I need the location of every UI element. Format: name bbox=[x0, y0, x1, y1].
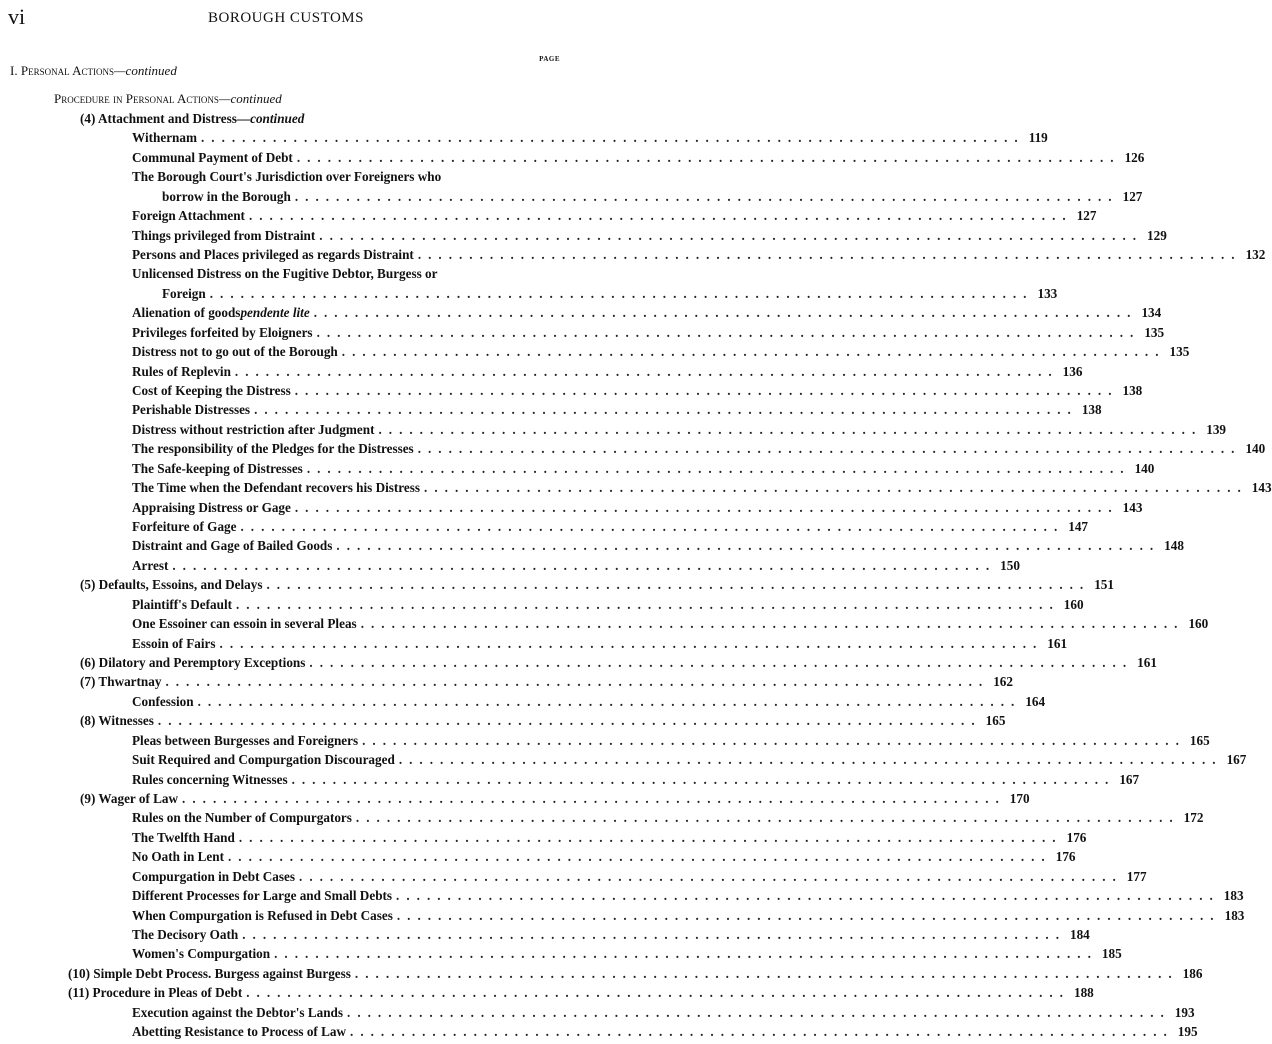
toc-entry-title: Essoin of Fairs bbox=[132, 635, 216, 651]
toc-entry-page: 147 bbox=[1068, 519, 1089, 535]
toc-entry-title: The Safe-keeping of Distresses bbox=[132, 460, 303, 476]
toc-entry bbox=[132, 556, 1020, 576]
toc-entry-title: Distress without restriction after Judgment bbox=[132, 421, 375, 437]
toc-entry-title: Things privileged from Distraint bbox=[132, 227, 316, 243]
toc-entry-page: 127 bbox=[1122, 188, 1143, 204]
toc-entry-title: Communal Payment of Debt bbox=[132, 149, 293, 165]
toc-entry bbox=[132, 206, 1097, 226]
toc-entry bbox=[132, 245, 1266, 265]
toc-entry bbox=[132, 731, 1210, 751]
dot-leader: ................................................................................ bbox=[165, 674, 990, 690]
toc-entry bbox=[132, 478, 1272, 498]
toc-entry bbox=[132, 420, 1227, 440]
dot-leader: ................................................................................ bbox=[248, 208, 1073, 224]
toc-entry bbox=[132, 323, 1165, 343]
dot-leader: ................................................................................ bbox=[157, 713, 982, 729]
dot-leader: ................................................................................ bbox=[396, 888, 1220, 904]
subsection-heading bbox=[54, 91, 282, 107]
toc-entry-italic: pendente lite bbox=[240, 305, 310, 321]
toc-entry-title: No Oath in Lent bbox=[132, 849, 224, 865]
toc-entry-page: 162 bbox=[993, 674, 1013, 690]
toc-entry-page: 151 bbox=[1094, 577, 1114, 593]
toc-entry-page: 186 bbox=[1182, 965, 1203, 981]
toc-entry bbox=[132, 459, 1155, 479]
toc-entry bbox=[132, 847, 1076, 867]
toc-entry bbox=[132, 808, 1204, 828]
toc-entry-page: 136 bbox=[1062, 363, 1083, 379]
toc-entry bbox=[80, 575, 1114, 595]
dot-leader: ................................................................................ bbox=[306, 460, 1131, 476]
section-continued: —continued bbox=[114, 63, 177, 78]
toc-entry-page: 134 bbox=[1141, 305, 1162, 321]
toc-entry-title: The Decisory Oath bbox=[132, 927, 239, 943]
toc-entry-italic: —continued bbox=[236, 111, 305, 126]
dot-leader: ................................................................................ bbox=[341, 344, 1166, 360]
toc-entry bbox=[80, 109, 558, 129]
toc-entry bbox=[68, 983, 1094, 1003]
toc-entry-page: 138 bbox=[1081, 402, 1102, 418]
subsection-label: Procedure in Personal Actions bbox=[54, 91, 219, 106]
toc-entry-page: 193 bbox=[1174, 1004, 1195, 1020]
toc-entry-title: Forfeiture of Gage bbox=[132, 519, 237, 535]
toc-entry bbox=[80, 789, 1030, 809]
toc-entry-title: Perishable Distresses bbox=[132, 402, 251, 418]
toc-entry bbox=[132, 498, 1143, 518]
toc-entry bbox=[162, 284, 1058, 304]
toc-entry-page: 170 bbox=[1009, 791, 1030, 807]
toc-entry-title: Rules of Replevin bbox=[132, 363, 231, 379]
dot-leader: ................................................................................ bbox=[294, 499, 1119, 515]
toc-entry bbox=[132, 128, 1048, 148]
toc-entry-title: (7) Thwartnay bbox=[80, 674, 162, 690]
section-prefix: I. bbox=[10, 63, 21, 78]
dot-leader: ................................................................................ bbox=[266, 577, 1091, 593]
dot-leader: ................................................................................ bbox=[294, 383, 1119, 399]
toc-entry bbox=[80, 711, 1006, 731]
toc-entry-page: 139 bbox=[1206, 421, 1227, 437]
toc-entry-page: 195 bbox=[1177, 1024, 1198, 1040]
toc-entry-page: 150 bbox=[1000, 557, 1020, 573]
toc-entry-title: (11) Procedure in Pleas of Debt bbox=[68, 985, 243, 1001]
toc-entry bbox=[132, 167, 558, 187]
toc-entry-page: 184 bbox=[1069, 927, 1090, 943]
toc-entry-title: (8) Witnesses bbox=[80, 713, 154, 729]
toc-entry-title: The Borough Court's Jurisdiction over Foreigners who bbox=[132, 169, 442, 185]
toc-entry-page: 161 bbox=[1047, 635, 1068, 651]
toc-entry bbox=[132, 148, 1145, 168]
dot-leader: ................................................................................ bbox=[197, 693, 1022, 709]
toc-entry-title: (5) Defaults, Essoins, and Delays bbox=[80, 577, 263, 593]
toc-entry-title: Unlicensed Distress on the Fugitive Debtor, Burgess or bbox=[132, 266, 438, 282]
toc-entry-title: The responsibility of the Pledges for the Distresses bbox=[132, 441, 414, 457]
toc-entry bbox=[162, 187, 1143, 207]
toc-entry bbox=[68, 964, 1203, 984]
dot-leader: ................................................................................ bbox=[172, 557, 997, 573]
toc-entry bbox=[132, 1003, 1195, 1023]
toc-entry-title: Abetting Resistance to Process of Law bbox=[132, 1024, 347, 1040]
dot-leader: ................................................................................ bbox=[319, 227, 1144, 243]
toc-entry-title: Pleas between Burgesses and Foreigners bbox=[132, 732, 359, 748]
dot-leader: ................................................................................ bbox=[378, 421, 1203, 437]
page-column-label: PAGE bbox=[539, 55, 560, 63]
toc-entry bbox=[132, 906, 1245, 926]
dot-leader: ................................................................................ bbox=[396, 907, 1221, 923]
toc-entry-title: Appraising Distress or Gage bbox=[132, 499, 291, 515]
toc-entry-page: 140 bbox=[1245, 441, 1266, 457]
toc-entry bbox=[132, 226, 1167, 246]
toc-entry bbox=[132, 867, 1147, 887]
toc-entry-page: 167 bbox=[1119, 771, 1140, 787]
toc-entry-title: Rules concerning Witnesses bbox=[132, 771, 288, 787]
toc-entry bbox=[132, 381, 1143, 401]
section-label: Personal Actions bbox=[20, 63, 114, 78]
toc-entry bbox=[132, 342, 1190, 362]
dot-leader: ................................................................................ bbox=[309, 655, 1134, 671]
toc-entry-title: One Essoiner can essoin in several Pleas bbox=[132, 616, 357, 632]
toc-entry-title: Foreign Attachment bbox=[132, 208, 245, 224]
toc-entry-page: 164 bbox=[1025, 693, 1046, 709]
toc-entry-page: 183 bbox=[1224, 907, 1245, 923]
section-heading bbox=[10, 63, 177, 79]
toc-entry bbox=[132, 400, 1102, 420]
toc-entry-title: (6) Dilatory and Peremptory Exceptions bbox=[80, 655, 306, 671]
dot-leader: ................................................................................ bbox=[360, 616, 1185, 632]
toc-entry bbox=[132, 925, 1090, 945]
toc-entry bbox=[132, 750, 1247, 770]
dot-leader: ................................................................................ bbox=[313, 305, 1138, 321]
toc-entry bbox=[132, 614, 1209, 634]
dot-leader: ................................................................................ bbox=[424, 480, 1248, 496]
dot-leader: ................................................................................ bbox=[417, 441, 1242, 457]
dot-leader: ................................................................................ bbox=[294, 188, 1119, 204]
toc-entry-page: 161 bbox=[1137, 655, 1157, 671]
toc-entry-title: Execution against the Debtor's Lands bbox=[132, 1004, 344, 1020]
toc-entry-page: 165 bbox=[1189, 732, 1210, 748]
dot-leader: ................................................................................ bbox=[350, 1024, 1174, 1040]
dot-leader: ................................................................................ bbox=[242, 927, 1066, 943]
toc-entry-page: 119 bbox=[1028, 130, 1048, 146]
toc-entry bbox=[132, 886, 1244, 906]
toc-entry-title: Compurgation in Debt Cases bbox=[132, 868, 296, 884]
toc-entry bbox=[132, 770, 1140, 790]
toc-entry-page: 176 bbox=[1066, 829, 1087, 845]
toc-entry-page: 135 bbox=[1144, 324, 1165, 340]
dot-leader: ................................................................................ bbox=[417, 247, 1242, 262]
toc-entry-page: 177 bbox=[1126, 868, 1147, 884]
toc-entry-page: 133 bbox=[1037, 285, 1058, 301]
toc-entry-page: 176 bbox=[1055, 849, 1076, 865]
page-number: vi bbox=[8, 4, 26, 29]
toc-entry-title: Suit Required and Compurgation Discouraged bbox=[132, 752, 395, 768]
toc-entry-page: 185 bbox=[1101, 946, 1122, 962]
dot-leader: ................................................................................ bbox=[398, 752, 1223, 768]
toc-entry-title: (4) Attachment and Distress bbox=[80, 111, 237, 126]
toc-entry-page: 132 bbox=[1245, 247, 1266, 262]
dot-leader: ................................................................................ bbox=[209, 285, 1034, 301]
toc-entry bbox=[132, 264, 558, 284]
toc-entry bbox=[132, 517, 1089, 537]
toc-entry-page: 140 bbox=[1134, 460, 1155, 476]
toc-entry-page: 188 bbox=[1073, 985, 1094, 1001]
toc-entry-page: 129 bbox=[1147, 227, 1167, 243]
toc-entry-page: 143 bbox=[1251, 480, 1272, 496]
toc-entry bbox=[132, 828, 1087, 848]
dot-leader: ................................................................................ bbox=[291, 771, 1116, 787]
dot-leader: ................................................................................ bbox=[347, 1004, 1171, 1020]
toc-entry-title: Foreign bbox=[162, 285, 206, 301]
dot-leader: ................................................................................ bbox=[236, 596, 1060, 612]
dot-leader: ................................................................................ bbox=[296, 149, 1121, 165]
toc-entry-title: Distress not to go out of the Borough bbox=[132, 344, 338, 360]
dot-leader: ................................................................................ bbox=[355, 810, 1180, 826]
dot-leader: ................................................................................ bbox=[336, 538, 1161, 554]
toc-entry-title: Different Processes for Large and Small Debts bbox=[132, 888, 393, 904]
toc-entry-page: 143 bbox=[1122, 499, 1143, 515]
toc-entry bbox=[132, 362, 1083, 382]
toc-entry bbox=[132, 439, 1266, 459]
toc-entry-title: When Compurgation is Refused in Debt Cases bbox=[132, 907, 393, 923]
toc-entry bbox=[80, 672, 1013, 692]
dot-leader: ................................................................................ bbox=[200, 130, 1025, 146]
toc-entry bbox=[132, 944, 1122, 964]
toc-entry bbox=[132, 634, 1068, 654]
toc-entry-page: 160 bbox=[1188, 616, 1209, 632]
dot-leader: ................................................................................ bbox=[234, 363, 1059, 379]
toc-entry-title: Alienation of goods bbox=[132, 305, 241, 321]
toc-entry-title: Plaintiff's Default bbox=[132, 596, 232, 612]
toc-entry-title: The Time when the Defendant recovers his Distress bbox=[132, 480, 421, 496]
toc-entry-page: 160 bbox=[1063, 596, 1084, 612]
toc-entry-title: Confession bbox=[132, 693, 194, 709]
toc-entry-page: 127 bbox=[1076, 208, 1097, 224]
toc-entry-title: Arrest bbox=[132, 557, 169, 573]
dot-leader: ................................................................................ bbox=[316, 324, 1141, 340]
toc-entry-title: Withernam bbox=[132, 130, 197, 146]
dot-leader: ................................................................................ bbox=[246, 985, 1070, 1001]
dot-leader: ................................................................................ bbox=[240, 519, 1065, 535]
toc-entry-title: (10) Simple Debt Process. Burgess against Burgess bbox=[68, 965, 351, 981]
toc-entry bbox=[132, 303, 1162, 323]
dot-leader: ................................................................................ bbox=[254, 402, 1078, 418]
toc-entry-title: Rules on the Number of Compurgators bbox=[132, 810, 352, 826]
toc-entry-page: 126 bbox=[1124, 149, 1145, 165]
toc-entry-title: The Twelfth Hand bbox=[132, 829, 235, 845]
toc-entry-page: 138 bbox=[1122, 383, 1143, 399]
toc-entry-page: 135 bbox=[1169, 344, 1190, 360]
toc-entry bbox=[132, 1022, 1198, 1042]
toc-entry-title: Distraint and Gage of Bailed Goods bbox=[132, 538, 333, 554]
toc-entry-title: Cost of Keeping the Distress bbox=[132, 383, 291, 399]
dot-leader: ................................................................................ bbox=[362, 732, 1186, 748]
dot-leader: ................................................................................ bbox=[299, 868, 1123, 884]
dot-leader: ................................................................................ bbox=[238, 829, 1063, 845]
toc-entry-title: (9) Wager of Law bbox=[80, 791, 179, 807]
toc-entry-page: 183 bbox=[1223, 888, 1244, 904]
running-title: BOROUGH CUSTOMS bbox=[207, 10, 364, 26]
toc-entry bbox=[132, 536, 1184, 556]
toc-entry-title: Privileges forfeited by Eloigners bbox=[132, 324, 313, 340]
toc-entry-title: Persons and Places privileged as regards Distraint bbox=[132, 247, 414, 262]
toc-entry-page: 165 bbox=[985, 713, 1006, 729]
dot-leader: ................................................................................ bbox=[219, 635, 1044, 651]
dot-leader: ................................................................................ bbox=[274, 946, 1098, 962]
dot-leader: ................................................................................ bbox=[354, 965, 1179, 981]
toc-entry bbox=[80, 653, 1157, 673]
dot-leader: ................................................................................ bbox=[227, 849, 1052, 865]
toc-entry-page: 167 bbox=[1226, 752, 1247, 768]
toc-entry bbox=[132, 692, 1046, 712]
toc-entry bbox=[132, 595, 1084, 615]
toc-entry-page: 172 bbox=[1183, 810, 1204, 826]
dot-leader: ................................................................................ bbox=[182, 791, 1006, 807]
toc-entry-title: Women's Compurgation bbox=[132, 946, 271, 962]
toc-entry-page: 148 bbox=[1164, 538, 1184, 554]
toc-entry-title: borrow in the Borough bbox=[162, 188, 291, 204]
subsection-continued: —continued bbox=[218, 91, 282, 106]
